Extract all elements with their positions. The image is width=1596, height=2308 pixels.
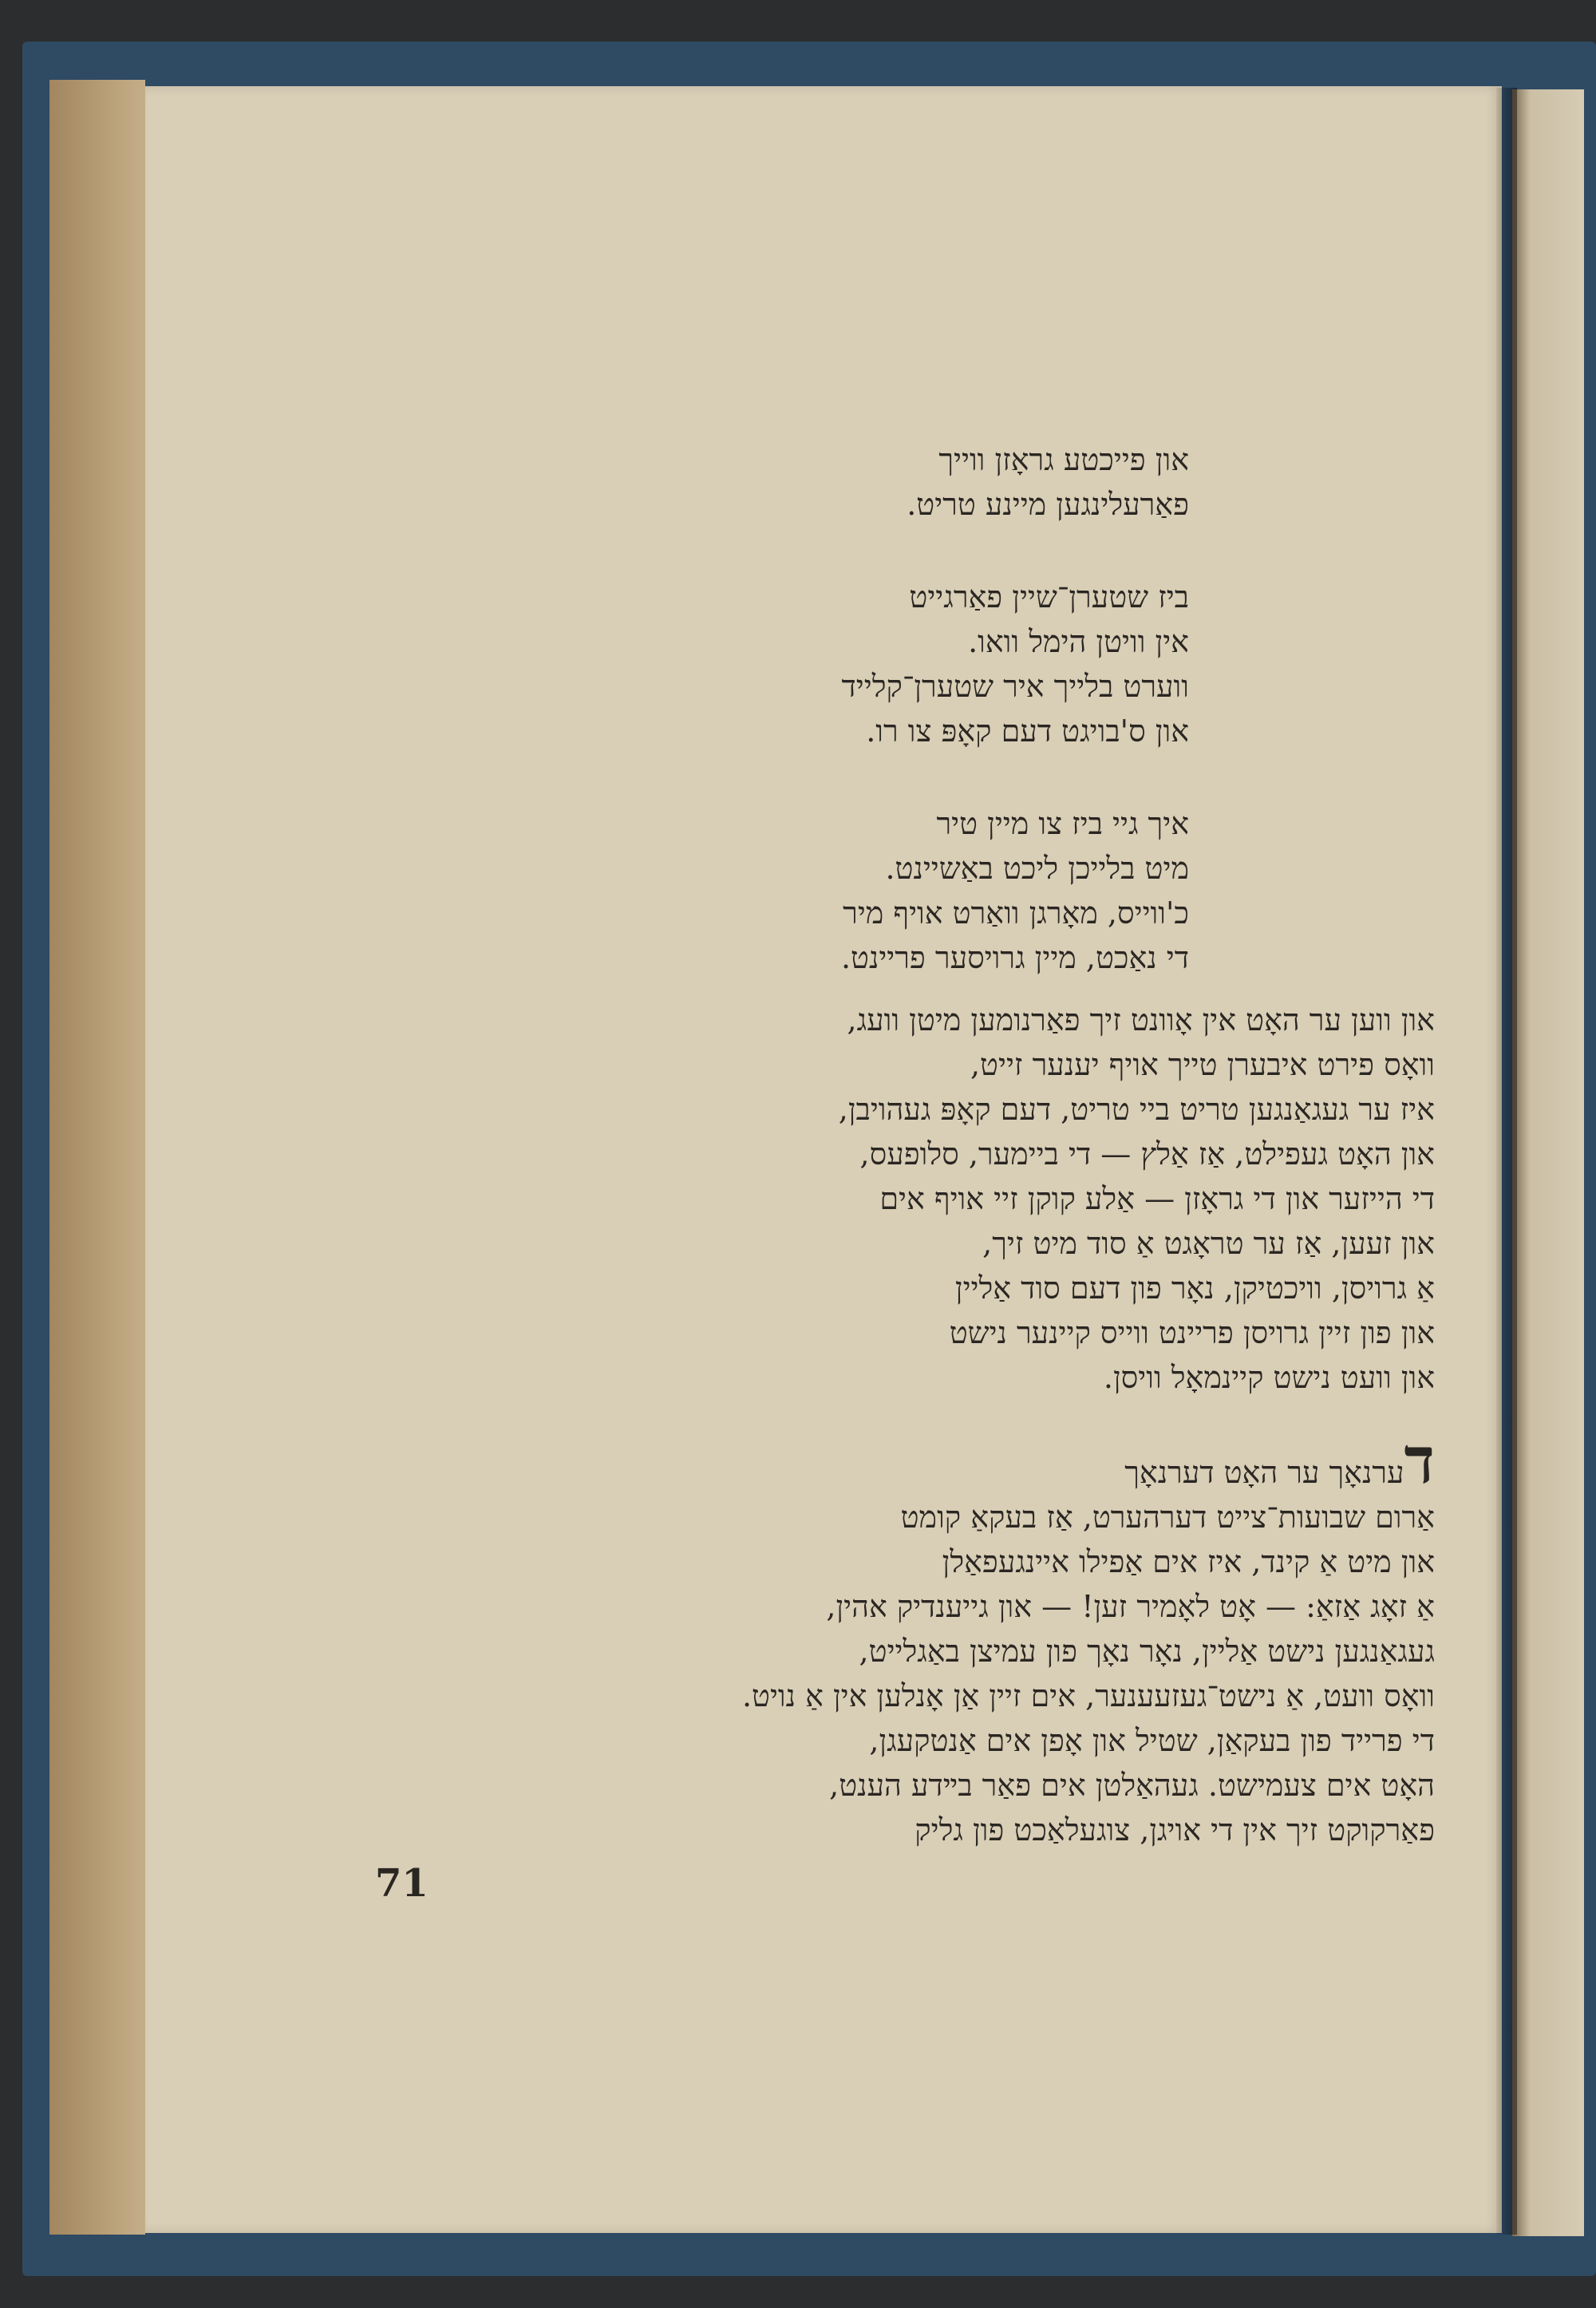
first-line-text: ערנאָך ער האָט דערנאָך — [1124, 1455, 1404, 1490]
poem — [471, 437, 1189, 1028]
poem-line: כ'ווייס, מאָרגן וואַרט אויף מיר — [843, 895, 1189, 931]
prose-line: און ווען ער האָט אין אָוונט זיך פאַרנומען מיטן וועג, — [847, 1002, 1435, 1037]
prose-line: אַ זאָג אַזאַ: — אָט לאָמיר זען! — און גייענדיק אהין, — [826, 1589, 1435, 1624]
prose-line: די הייזער און די גראָזן — אַלע קוקן זיי אויף אים — [879, 1181, 1435, 1216]
prose-line: איז ער געגאַנגען טריט ביי טריט, דעם קאָפּ געהויבן, — [838, 1092, 1435, 1127]
poem-line: מיט בלייכן ליכט באַשיינט. — [885, 851, 1189, 886]
poem-stanza — [471, 801, 1189, 980]
poem-line: אין וויטן הימל וואו. — [968, 624, 1189, 659]
prose-line: וואָס וועט, אַ נישט־געזעענער, אים זיין אַן אָנלען אין אַ נויט. — [741, 1678, 1435, 1713]
prose-line: און וועט נישט קיינמאָל וויסן. — [1103, 1360, 1435, 1395]
prose-line: וואָס פירט איבערן טייך אויף יענער זייט, — [970, 1047, 1435, 1082]
prose-line: די פרייד פון בעקאַן, שטיל און אָפן אים אַנטקעגן, — [869, 1723, 1435, 1758]
drop-cap: ד — [1404, 1423, 1435, 1498]
prose-line: און מיט אַ קינד, איז אים אַפילו איינגעפאַלן — [942, 1544, 1435, 1579]
facing-page-edge — [1512, 89, 1584, 2236]
prose-line: אַ גרויסן, וויכטיקן, נאָר פון דעם סוד אַליין — [954, 1271, 1435, 1306]
prose-line: און זעען, אַז ער טראָגט אַ סוד מיט זיך, — [982, 1226, 1435, 1261]
prose-line: אַרום שבועות־צייט דערהערט, אַז בעקאַ קומט — [900, 1500, 1435, 1535]
page-number: 71 — [375, 1861, 429, 1906]
poem-stanza — [471, 437, 1189, 527]
poem-line: און ס'בויגט דעם קאָפּ צו רו. — [866, 713, 1189, 749]
poem-line: ביז שטערן־שיין פאַרגייט — [909, 579, 1189, 615]
poem-line: ווערט בלייך איר שטערן־קלייד — [841, 669, 1189, 704]
prose-first-line — [373, 1423, 1435, 1498]
prose-paragraph-1 — [397, 998, 1435, 1400]
prose-paragraph-2 — [373, 1423, 1435, 1852]
poem-line: איך גיי ביז צו מיין טיר — [936, 806, 1189, 841]
poem-stanza — [471, 575, 1189, 753]
poem-line: און פייכטע גראָזן ווייך — [938, 442, 1189, 477]
poem-line: די נאַכט, מיין גרויסער פריינט. — [840, 940, 1189, 975]
prose-line: און האָט געפילט, אַז אַלץ — די ביימער, סלופעס, — [859, 1136, 1435, 1172]
poem-line: פאַרעלינגען מיינע טריט. — [907, 487, 1189, 522]
prose-line: האָט אים צעמישט. געהאַלטן אים פאַר בײדע הענט, — [829, 1768, 1435, 1803]
prose-line: און פון זיין גרויסן פריינט ווייס קיינער נישט — [949, 1315, 1435, 1350]
gutter-shadow — [1496, 88, 1517, 2235]
prose-line: געגאַנגען נישט אַליין, נאָר נאָך פון עמיצן באַגלייט, — [859, 1634, 1435, 1669]
prose-line: פאַרקוקט זיך אין די אויגן, צוגעלאַכט פון גליק — [915, 1812, 1435, 1848]
page-edge — [49, 80, 145, 2235]
